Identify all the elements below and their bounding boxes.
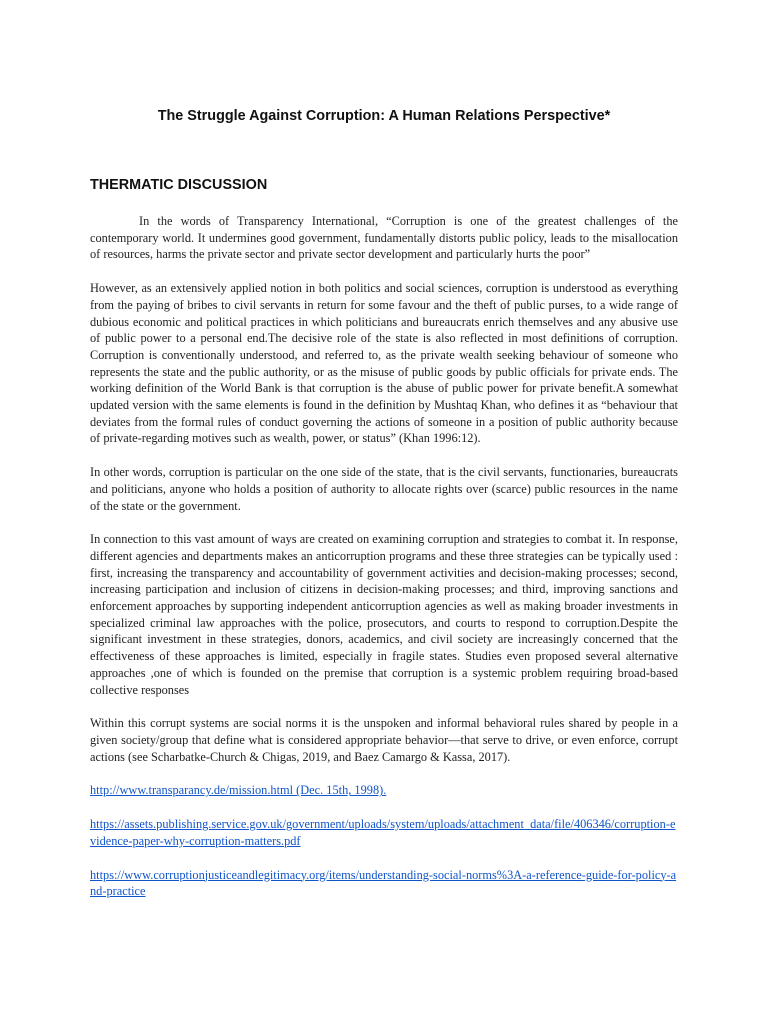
reference-link-social-norms-guide[interactable]: https://www.corruptionjusticeandlegitimacy.org/items/understanding-social-norms%3A-a-reference-guide-for-policy-and-practice — [90, 867, 677, 899]
paragraph-other-words: In other words, corruption is particular on the one side of the state, that is the civil servants, functionaries, bureaucrats and politicians, anyone who holds a position of authority to allocate rights over (scarce) public resources in the name of the state or the government. — [90, 465, 678, 513]
reference-item — [90, 782, 678, 799]
reference-link-gov-uk-paper[interactable]: https://assets.publishing.service.gov.uk/government/uploads/system/uploads/attachment_data/file/406346/corruption-evidence-paper-why-corruption-matters.pdf — [90, 817, 676, 848]
reference-item — [90, 867, 678, 900]
document-body — [90, 213, 678, 917]
section-heading: THERMATIC DISCUSSION — [90, 177, 268, 193]
paragraph-social-norms: Within this corrupt systems are social norms it is the unspoken and informal behavioral rules shared by people in a given society/group that define what is considered appropriate behavior—that serve to drive, or even enforce, corrupt actions (see Scharbatke-Church & Chigas, 2019, and Baez Camargo & Kassa, 2017). — [90, 716, 678, 764]
paragraph-intro-quote: In the words of Transparency International, “Corruption is one of the greatest challenges of the contemporary world. It undermines good government, fundamentally distorts public policy, leads to the misallocation of resources, harms the private sector and private sector development and particularly hurts the poor” — [90, 214, 678, 262]
document-title: The Struggle Against Corruption: A Human Relations Perspective* — [157, 108, 611, 124]
reference-item — [90, 816, 678, 849]
reference-link-transparency[interactable]: http://www.transparancy.de/mission.html (Dec. 15th, 1998). — [90, 783, 387, 798]
paragraph-definitions: However, as an extensively applied notion in both politics and social sciences, corruption is understood as everything from the paying of bribes to civil servants in return for some favour and the theft of public purses, to a wide range of dubious economic and political practices in which politicians and bureaucrats enrich themselves and any abusive use of public power to a personal end.The decisive role of the state is also reflected in most definitions of corruption. Corruption is conventionally understood, and referred to, as the private wealth seeking behaviour of someone who represents the state and the public authority, or as the misuse of public goods by public officials for private ends. The working definition of the World Bank is that corruption is the abuse of public power for private benefit.A somewhat updated version with the same elements is found in the definition by Mushtaq Khan, who defines it as “behaviour that deviates from the formal rules of conduct governing the actions of someone in a position of public authority because of private-regarding motives such as wealth, power, or status” (Khan 1996:12). — [90, 281, 678, 446]
paragraph-strategies: In connection to this vast amount of ways are created on examining corruption and strategies to combat it. In response, different agencies and departments makes an anticorruption programs and these three strategies can be typically used : first, increasing the transparency and accountability of government activities and decision-making processes; second, increasing participation and inclusion of citizens in decision-making processes; and third, improving sanctions and enforcement approaches by supporting independent anticorruption agencies as well as making broader investments in specialized criminal law approaches with the police, prosecutors, and courts to respond to corruption.Despite the significant investment in these strategies, donors, academics, and civil society are increasingly concerned that the effectiveness of these approaches is limited, especially in fragile states. Studies even proposed several alternative approaches ,one of which is founded on the premise that corruption is a systemic problem requiring broad-based collective responses — [90, 532, 678, 697]
